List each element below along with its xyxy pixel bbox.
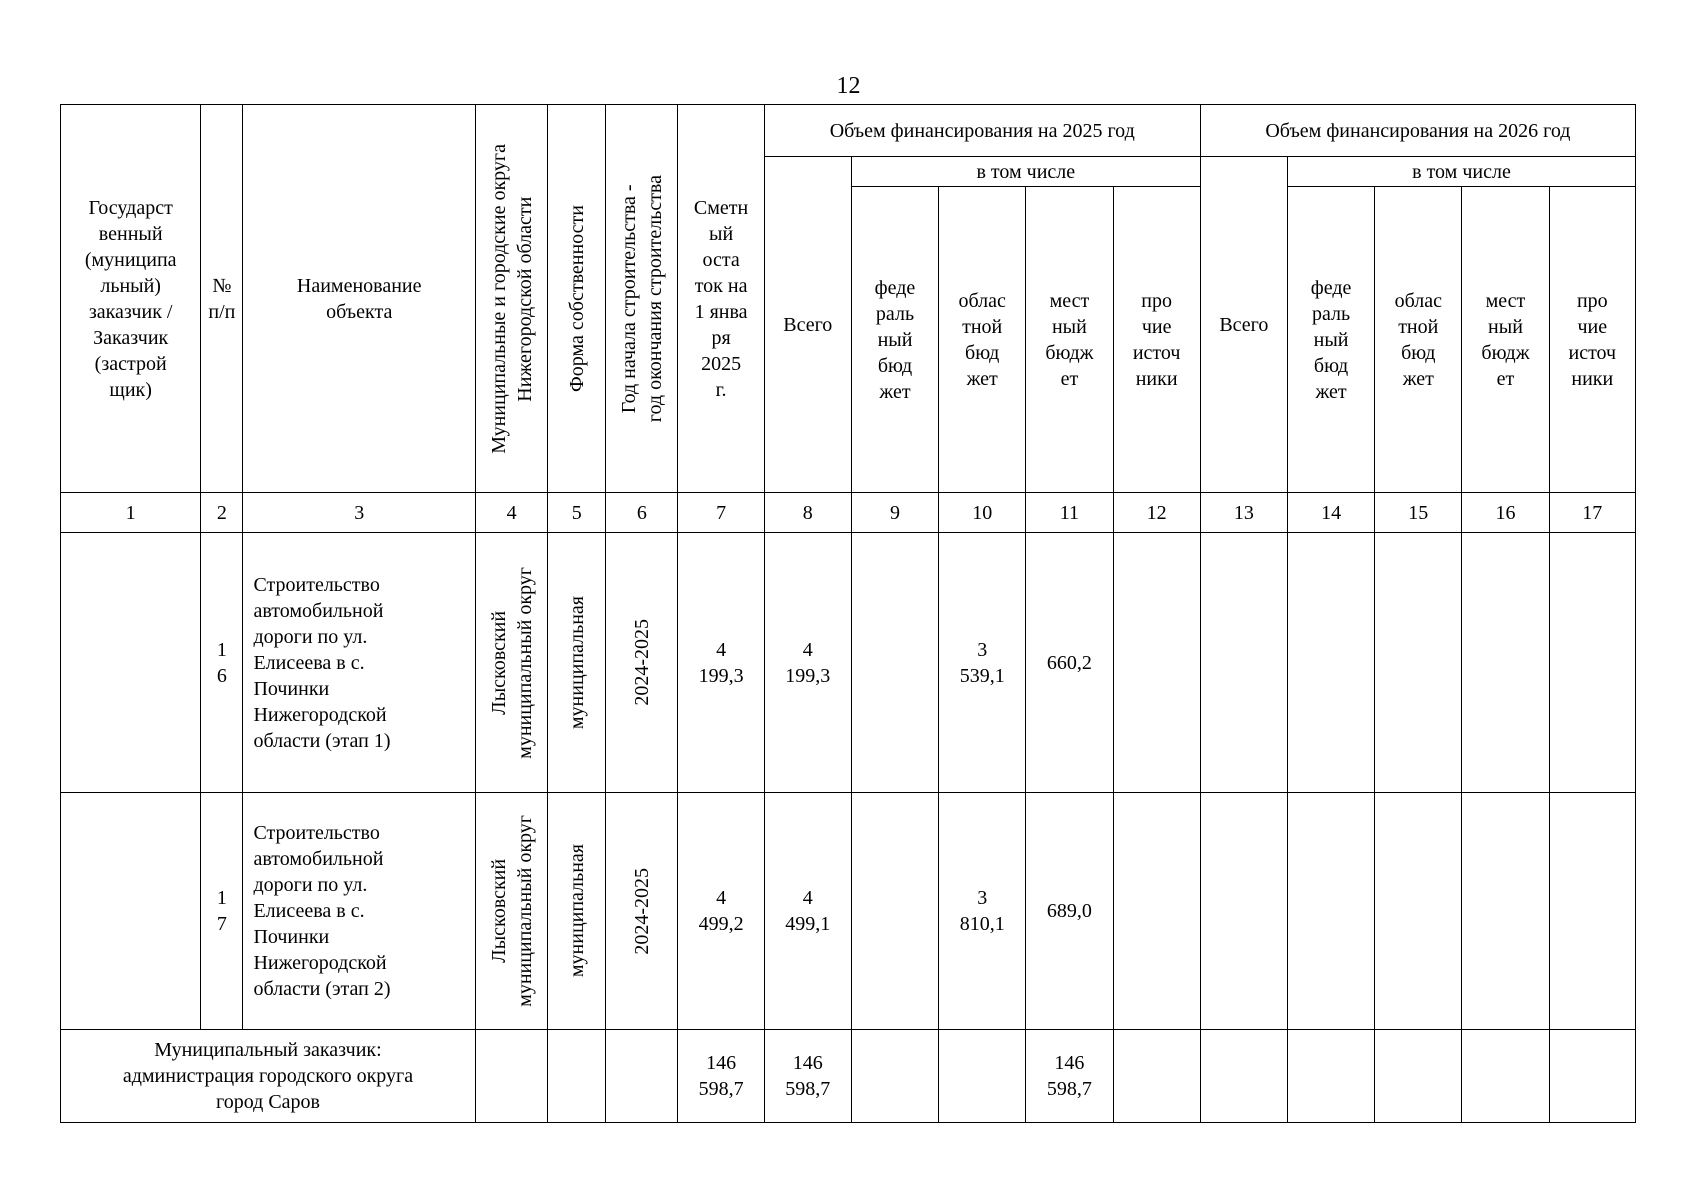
column-number: 9 [851,493,938,533]
row-local-2025: 689,0 [1026,793,1113,1030]
summary-regional-2026 [1375,1030,1462,1123]
header-years: Год начала строительства - год окончания строительства [617,174,666,423]
column-number: 3 [243,493,476,533]
row-customer [61,793,201,1030]
row-total-2025: 4 199,3 [764,533,851,793]
row-regional-2026 [1375,793,1462,1030]
column-number: 14 [1287,493,1374,533]
row-municipality: Лысковский муниципальный округ [487,566,536,759]
column-number: 7 [678,493,764,533]
header-local-2025: мест ный бюдж ет [1026,187,1113,493]
summary-local-2025: 146 598,7 [1026,1030,1113,1123]
row-total-2026 [1200,533,1287,793]
header-federal-2026: феде раль ный бюд жет [1287,187,1374,493]
header-municipality-cell [476,105,548,493]
summary-other-2026 [1549,1030,1635,1123]
column-number: 1 [61,493,201,533]
header-row-1 [61,105,1636,157]
summary-municipality [476,1030,548,1123]
summary-other-2025 [1113,1030,1200,1123]
row-federal-2025 [851,793,938,1030]
summary-label: Муниципальный заказчик: администрация городского округа город Саров [61,1030,476,1123]
table-row [61,533,1636,793]
summary-total-2026 [1200,1030,1287,1123]
summary-local-2026 [1462,1030,1549,1123]
row-other-2025 [1113,533,1200,793]
column-number: 5 [548,493,606,533]
row-federal-2026 [1287,793,1374,1030]
header-including-2025: в том числе [851,157,1200,187]
row-local-2026 [1462,533,1549,793]
header-ownership: Форма собственности [565,205,588,392]
column-number: 2 [201,493,243,533]
summary-row [61,1030,1636,1123]
summary-total-2025: 146 598,7 [764,1030,851,1123]
header-total-2026: Всего [1200,157,1287,493]
row-years-cell [606,533,678,793]
header-estimate: Сметн ый оста ток на 1 янва ря 2025 г. [678,105,764,493]
row-number: 1 7 [201,793,243,1030]
row-years-cell [606,793,678,1030]
row-municipality-cell [476,793,548,1030]
header-number: № п/п [201,105,243,493]
row-ownership-cell [548,533,606,793]
column-number: 10 [939,493,1026,533]
table-row [61,793,1636,1030]
column-number: 16 [1462,493,1549,533]
column-number: 15 [1375,493,1462,533]
column-number: 6 [606,493,678,533]
summary-years [606,1030,678,1123]
financing-table [60,104,1636,1123]
row-other-2026 [1549,533,1635,793]
row-federal-2025 [851,533,938,793]
row-municipality: Лысковский муниципальный округ [487,815,536,1007]
column-number-row [61,493,1636,533]
header-fin-2026: Объем финансирования на 2026 год [1200,105,1635,157]
column-number: 17 [1549,493,1635,533]
summary-federal-2026 [1287,1030,1374,1123]
header-ownership-cell [548,105,606,493]
summary-federal-2025 [851,1030,938,1123]
row-estimate: 4 199,3 [678,533,764,793]
header-regional-2026: облас тной бюд жет [1375,187,1462,493]
header-regional-2025: облас тной бюд жет [939,187,1026,493]
header-total-2025: Всего [764,157,851,493]
summary-ownership [548,1030,606,1123]
row-municipality-cell [476,533,548,793]
row-other-2026 [1549,793,1635,1030]
header-fin-2025: Объем финансирования на 2025 год [764,105,1200,157]
column-number: 13 [1200,493,1287,533]
summary-regional-2025 [939,1030,1026,1123]
row-other-2025 [1113,793,1200,1030]
summary-estimate: 146 598,7 [678,1030,764,1123]
page-number: 12 [836,73,861,99]
header-customer: Государст венный (муниципа льный) заказчик / Заказчик (застрой щик) [61,105,201,493]
column-number: 12 [1113,493,1200,533]
row-ownership-cell [548,793,606,1030]
header-object-name: Наименование объекта [243,105,476,493]
row-ownership: муниципальная [565,844,588,978]
row-number: 1 6 [201,533,243,793]
row-regional-2025: 3 810,1 [939,793,1026,1030]
header-including-2026: в том числе [1287,157,1635,187]
row-local-2026 [1462,793,1549,1030]
header-federal-2025: феде раль ный бюд жет [851,187,938,493]
row-federal-2026 [1287,533,1374,793]
row-ownership: муниципальная [565,595,588,730]
row-years: 2024-2025 [630,867,653,955]
row-customer [61,533,201,793]
row-local-2025: 660,2 [1026,533,1113,793]
row-regional-2025: 3 539,1 [939,533,1026,793]
header-other-2026: про чие источ ники [1549,187,1635,493]
row-object-name: Строительство автомобильной дороги по ул. Елисеева в с. Починки Нижегородской области (этап 2) [243,793,476,1030]
header-local-2026: мест ный бюдж ет [1462,187,1549,493]
header-municipality: Муниципальные и городские округа Нижегородской области [487,143,536,454]
row-regional-2026 [1375,533,1462,793]
column-number: 11 [1026,493,1113,533]
row-years: 2024-2025 [630,619,653,706]
header-other-2025: про чие источ ники [1113,187,1200,493]
column-number: 4 [476,493,548,533]
column-number: 8 [764,493,851,533]
row-estimate: 4 499,2 [678,793,764,1030]
header-years-cell [606,105,678,493]
row-object-name: Строительство автомобильной дороги по ул. Елисеева в с. Починки Нижегородской области (этап 1) [243,533,476,793]
row-total-2026 [1200,793,1287,1030]
row-total-2025: 4 499,1 [764,793,851,1030]
